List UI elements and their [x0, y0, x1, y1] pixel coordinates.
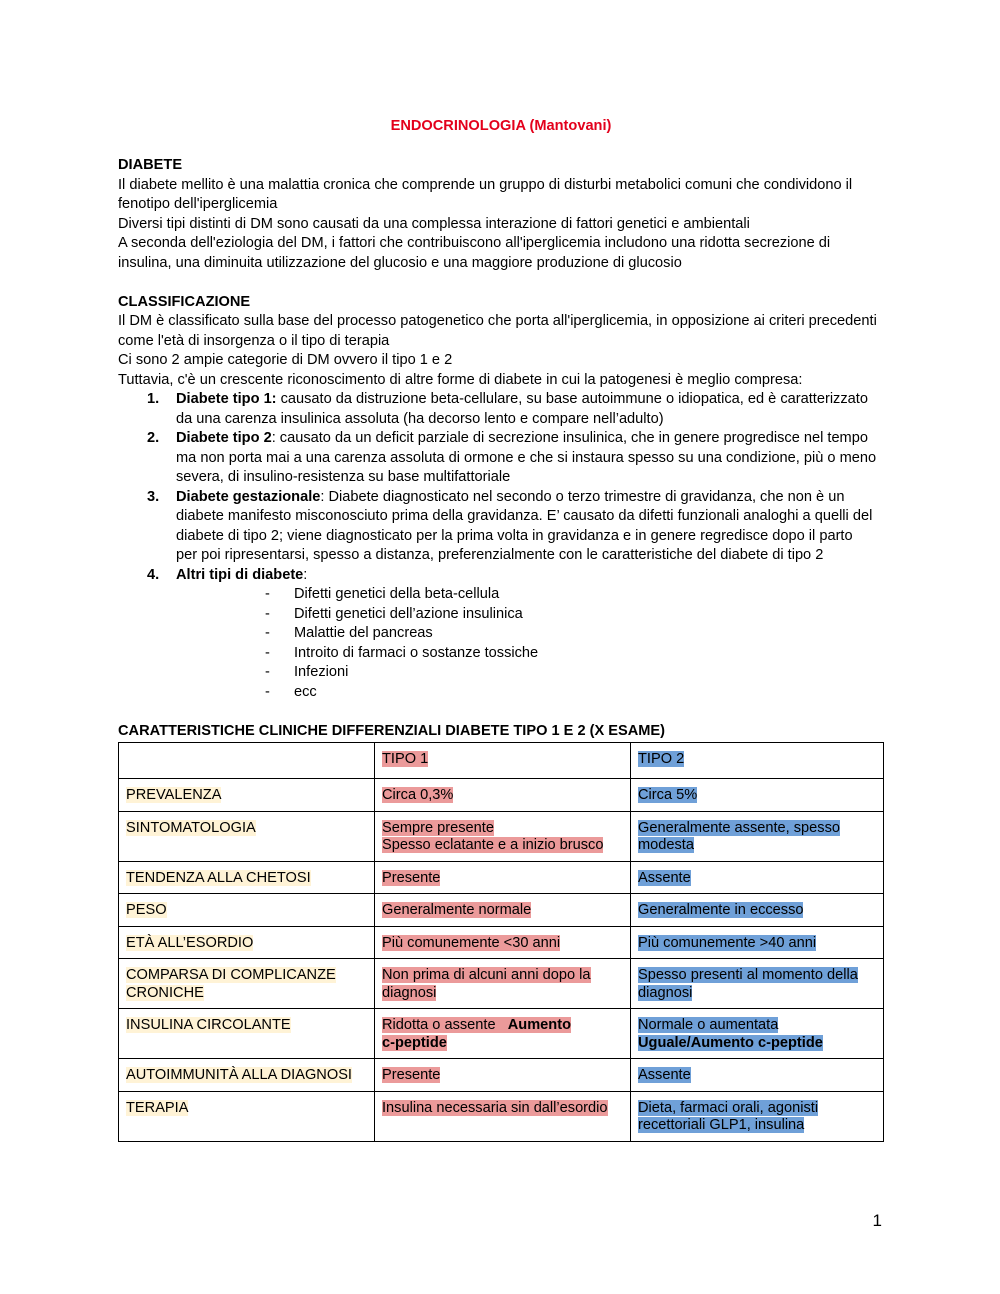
document-title: ENDOCRINOLOGIA (Mantovani): [390, 118, 612, 134]
row-label: TENDENZA ALLA CHETOSI: [119, 861, 375, 894]
list-item: [118, 566, 884, 586]
paragraph-line: Il diabete mellito è una malattia cronica che comprende un gruppo di disturbi metabolici comuni che condividono il: [118, 176, 853, 193]
header-cell-tipo2: TIPO 2: [631, 743, 884, 779]
document-page: [118, 117, 884, 1142]
list-text: causato da distruzione beta-cellulare, su base autoimmune o idiopatica, ed è caratterizzato: [276, 391, 868, 407]
tipo1-cell: Sempre presente Spesso eclatante e a inizio brusco: [375, 811, 631, 861]
list-text: ma non porta mai a una carenza assoluta di ormone e che si instaura spesso su una condizione, più o meno: [176, 449, 877, 466]
tipo2-cell: Più comunemente >40 anni: [631, 926, 884, 959]
table-row: [119, 1059, 884, 1092]
section-heading-classificazione: CLASSIFICAZIONE: [118, 293, 251, 310]
paragraph-line: Tuttavia, c'è un crescente riconoscimento di altre forme di diabete in cui la patogenesi è meglio compresa:: [118, 371, 803, 388]
tipo1-cell: Ridotta o assente Aumento c-peptide: [375, 1009, 631, 1059]
sublist-item: - Difetti genetici della beta-cellula: [265, 586, 500, 602]
list-number: 2.: [147, 430, 160, 446]
tipo2-cell: Assente: [631, 1059, 884, 1092]
table-header-row: [119, 743, 884, 779]
table-row: [119, 894, 884, 927]
paragraph-line: come l'età di insorgenza o il tipo di terapia: [118, 332, 390, 349]
tipo2-cell: Spesso presenti al momento della diagnosi: [631, 959, 884, 1009]
paragraph-line: insulina, una diminuita utilizzazione del glucosio e una maggiore produzione di glucosio: [118, 254, 682, 271]
section-classificazione: [118, 293, 884, 703]
row-label: AUTOIMMUNITÀ ALLA DIAGNOSI: [119, 1059, 375, 1092]
tipo1-cell: Insulina necessaria sin dall’esordio: [375, 1091, 631, 1141]
list-text: da una carenza insulinica assoluta (ha decorso lento e compare nell’adulto): [176, 410, 664, 427]
tipo1-cell: Più comunemente <30 anni: [375, 926, 631, 959]
row-label: ETÀ ALL’ESORDIO: [119, 926, 375, 959]
list-term: Diabete gestazionale: [176, 488, 321, 505]
paragraph-line: Diversi tipi distinti di DM sono causati da una complessa interazione di fattori genetici e ambientali: [118, 215, 750, 232]
list-term: Altri tipi di diabete: [176, 566, 304, 583]
table-row: [119, 926, 884, 959]
sublist-item: - Malattie del pancreas: [265, 625, 433, 641]
row-label: COMPARSA DI COMPLICANZE CRONICHE: [119, 959, 375, 1009]
sublist-item: - ecc: [265, 683, 317, 700]
table-row: [119, 861, 884, 894]
sublist-item: - Introito di farmaci o sostanze tossiche: [265, 644, 539, 661]
table-heading: CARATTERISTICHE CLINICHE DIFFERENZIALI DIABETE TIPO 1 E 2 (X ESAME): [118, 722, 666, 739]
table-row: [119, 811, 884, 861]
list-number: 1.: [147, 391, 160, 407]
tipo1-cell: Presente: [375, 861, 631, 894]
list-text: diabete manifesto misconosciuto prima della gravidanza. E’ causato da difetti funzionali analoghi a quelli del: [176, 508, 873, 524]
list-text: : causato da un deficit parziale di secrezione insulinica, che in genere progredisce nel tempo: [271, 430, 868, 446]
tipo2-cell: Generalmente in eccesso: [631, 894, 884, 927]
row-label: TERAPIA: [119, 1091, 375, 1141]
table-row: [119, 1009, 884, 1059]
list-text: severa, di insulino-resistenza su base multifattoriale: [176, 469, 511, 485]
tipo2-cell: Generalmente assente, spesso modesta: [631, 811, 884, 861]
list-item: [118, 390, 884, 429]
list-text: :: [303, 566, 308, 583]
tipo1-cell: Presente: [375, 1059, 631, 1092]
paragraph-line: fenotipo dell'iperglicemia: [118, 196, 278, 212]
paragraph-line: Ci sono 2 ampie categorie di DM ovvero il tipo 1 e 2: [118, 352, 453, 368]
page-number: 1: [872, 1211, 882, 1230]
section-heading-diabete: DIABETE: [118, 157, 183, 173]
tipo2-cell: Dieta, farmaci orali, agonisti recettoriali GLP1, insulina: [631, 1091, 884, 1141]
list-text: diabete di tipo 2; viene diagnosticato per la prima volta in gravidanza e in genere regredisce dopo il parto: [176, 527, 853, 544]
paragraph-line: A seconda dell'eziologia del DM, i fattori che contribuiscono all'iperglicemia includono una ridotta secrezione di: [118, 235, 831, 251]
list-number: 3.: [147, 488, 160, 505]
tipo1-cell: Circa 0,3%: [375, 779, 631, 812]
tipo2-cell: Circa 5%: [631, 779, 884, 812]
tipo2-cell: Normale o aumentata Uguale/Aumento c-peptide: [631, 1009, 884, 1059]
table-row: [119, 779, 884, 812]
row-label: SINTOMATOLOGIA: [119, 811, 375, 861]
section-diabete: [118, 156, 884, 273]
other-types-sublist: [118, 585, 884, 702]
list-number: 4.: [147, 566, 160, 583]
list-term: Diabete tipo 2: [176, 430, 272, 446]
list-item: [118, 488, 884, 566]
row-label: PESO: [119, 894, 375, 927]
comparison-table: [118, 742, 884, 1142]
list-term: Diabete tipo 1:: [176, 391, 277, 407]
paragraph-line: Il DM è classificato sulla base del processo patogenetico che porta all'iperglicemia, in opposizione ai criteri precedenti: [118, 313, 877, 329]
row-label: PREVALENZA: [119, 779, 375, 812]
list-item: [118, 429, 884, 488]
list-text: : Diabete diagnosticato nel secondo o terzo trimestre di gravidanza, che non è un: [320, 488, 845, 505]
table-row: [119, 959, 884, 1009]
diabetes-types-list: [118, 390, 884, 585]
header-cell-tipo1: TIPO 1: [375, 743, 631, 779]
tipo2-cell: Assente: [631, 861, 884, 894]
row-label: INSULINA CIRCOLANTE: [119, 1009, 375, 1059]
table-row: [119, 1091, 884, 1141]
tipo1-cell: Non prima di alcuni anni dopo la diagnosi: [375, 959, 631, 1009]
list-text: per poi ripresentarsi, spesso a distanza, preferenzialmente con le caratteristiche del diabete di tipo 2: [176, 547, 824, 563]
header-cell-empty: [119, 743, 375, 779]
sublist-item: - Difetti genetici dell’azione insulinica: [265, 605, 523, 622]
tipo1-cell: Generalmente normale: [375, 894, 631, 927]
sublist-item: - Infezioni: [265, 664, 349, 680]
